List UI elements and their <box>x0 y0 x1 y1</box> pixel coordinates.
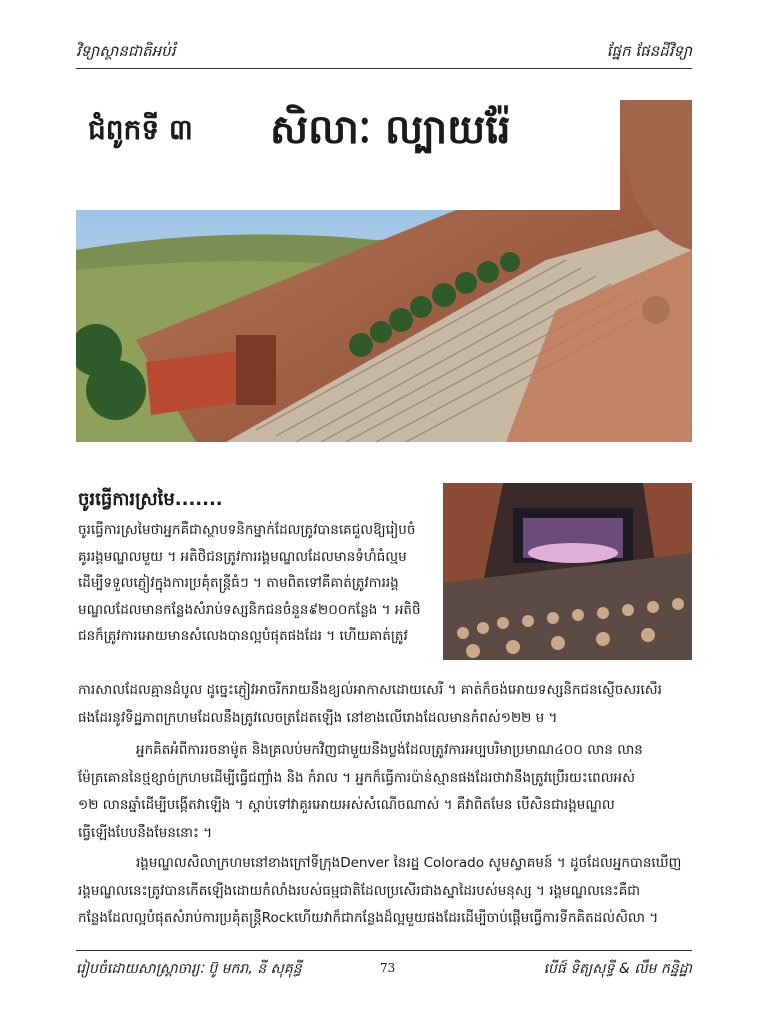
page-footer <box>76 950 692 985</box>
text-line: រង្គមណ្ឌលសិលាក្រហមនៅខាងក្រៅទីក្រុងDenver នៃរដ្ឋ Colorado សូមស្វាគមន៍ ។ ដូចដែលអ្នកបានឃើញ <box>136 855 682 871</box>
page-header <box>76 40 692 69</box>
text-line: ចូរធ្វើការស្រមៃថាអ្នកគឺជាស្ថាបទនិកម្នាក់ដែលត្រូវបានគេជួលឱ្យរៀបចំ <box>78 522 416 538</box>
paragraph-intro-continued <box>78 677 692 732</box>
text-line: ផងដែរនូវទិដ្ឋភាពក្រហមដែលនឹងត្រូវលេចត្រដែតឡើង នៅខាងលើរោងដែលមានកំពស់១២២ ម ។ <box>78 709 558 726</box>
text-line: កន្លែងដែលល្អបំផុតសំរាប់ការប្រគុំតន្ត្រីRockហើយវាក៏ជាកន្លែងដ៏ល្អមួយផងដែរដើម្បីចាប់ផ្តើមធ្វើការទីកគិតដល់សិលា ។ <box>78 910 659 926</box>
chapter-title: សិលាៈ ល្បាយរ៉ែ <box>270 107 511 153</box>
page-number: 73 <box>380 961 396 975</box>
footer-authors: រៀបចំដោយសាស្ត្រាចារ្យៈ ប៊ូ មករា, នី សុគុន្ធី <box>76 961 302 977</box>
text-line: រង្គមណ្ឌលនេះត្រូវបានកើតឡើងដោយកំលាំងរបស់ធម្មជាតិដែលប្រសើរជាងស្នាដៃរបស់មនុស្ស ។ រង្គមណ្ឌលនេះគឺជា <box>78 882 641 899</box>
chapter-title-block <box>80 100 620 210</box>
paragraph-design <box>78 737 692 847</box>
chapter-number: ជំពូកទី ៣ <box>88 113 193 146</box>
text-line: ដើម្បីទទួលភ្ញៀវក្នុងការប្រគុំតន្ត្រីធំៗ ។ តាមពិតទៅគឺគាត់ត្រូវការរង្គ <box>78 575 399 591</box>
text-line: ម៉ែត្រគោននៃថ្មខ្សាច់ក្រហមដើម្បីធ្វើជញ្ជាំង និង កំរាល ។ អ្នកក៏ធ្វើការប៉ាន់ស្មានផងដែរថាវានឹងត្រូវប្រើរយះពេលអស់ <box>78 769 635 786</box>
header-left-text: វិទ្យាស្ថានជាតិអប់រំ <box>76 42 176 60</box>
text-line: មណ្ឌលដែលមានកន្លែងសំរាប់ទស្សនិកជនចំនួន៩២០០កន្លែង ។ អតិថិ <box>78 601 421 618</box>
text-line: គូររង្គមណ្ឌលមួយ ។ អតិថិជនត្រូវការរង្គមណ្ឌលដែលមានទំហំធំល្មម <box>78 548 407 565</box>
header-right-text: ផ្នែក ផែនដីវិទ្យា <box>606 42 692 60</box>
paragraph-red-rocks <box>78 850 692 933</box>
paragraph-intro <box>78 517 433 650</box>
text-line: ធ្វើឡើងបែបនឹងមែននោះ ។ <box>78 824 213 841</box>
text-line: ជនក៏ត្រូវការអោយមានសំលេងបានល្អបំផុតផងដែរ ។ ហើយគាត់ត្រូវ <box>78 628 408 644</box>
text-line: អ្នកគិតអំពីការរចនាម៉ូត និងគ្រលប់មកវិញជាមួយនឹងប្លង់ដែលត្រូវការអប្បបរិមាប្រមាណ៤០០ លាន លាន <box>136 742 643 758</box>
concert-photo <box>443 483 692 660</box>
footer-editors: បើផ៍ ទិត្យសុទ្ធី & លឹម កន្និដ្ឋា <box>543 961 692 977</box>
text-line: ការសាលដែលគ្មានដំបូល ដូច្នេះភ្ញៀវអាចរីករាយនឹងខ្យល់អាកាសដោយសេរី ។ គាត់ក៏ចង់អោយទស្សនិកជនស្ញើចសរសើរ <box>78 682 662 698</box>
section-heading: ចូរធ្វើការស្រមៃ....... <box>78 489 223 510</box>
text-line: ១២ លានឆ្នាំដើម្បីបង្កើតវាឡើង ។ ស្តាប់ទៅវាគួរអោយអស់សំណើចណាស់ ។ គឺវាពិតមែន បើសិនជារង្គមណ្ឌល <box>78 797 615 813</box>
